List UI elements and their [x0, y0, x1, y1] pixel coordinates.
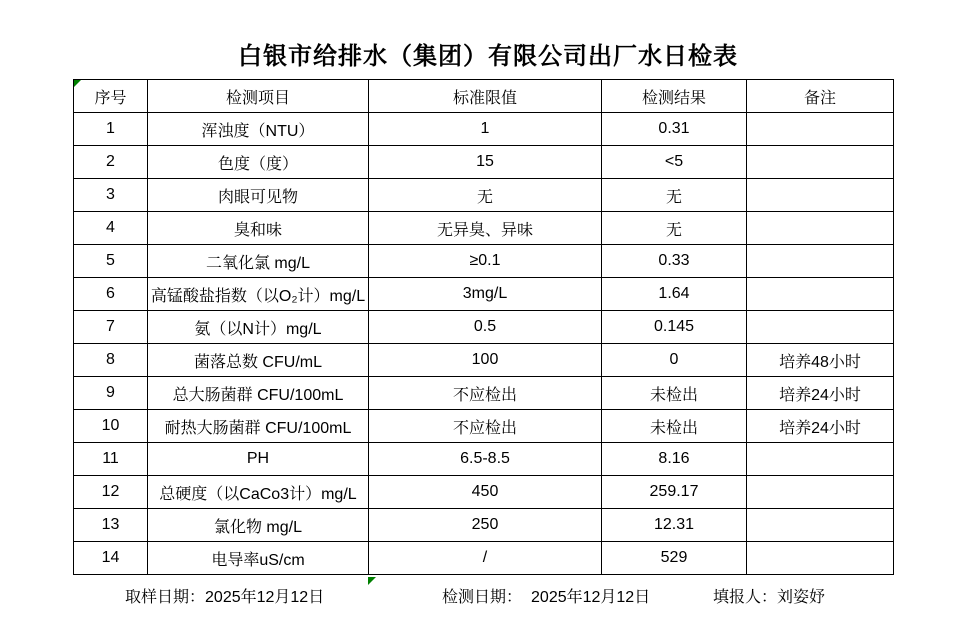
cell-result: <5 — [602, 146, 747, 179]
cell-no: 9 — [74, 377, 148, 410]
cell-result: 0.145 — [602, 311, 747, 344]
testing-date — [442, 584, 650, 607]
column-header: 检测项目 — [148, 80, 369, 113]
table-row — [74, 113, 894, 146]
table-row — [74, 179, 894, 212]
cell-no: 1 — [74, 113, 148, 146]
cell-item: 氨（以N计）mg/L — [148, 311, 369, 344]
table-row — [74, 377, 894, 410]
cell-result: 无 — [602, 212, 747, 245]
cell-remark — [747, 245, 894, 278]
testing-date-value: 2025年12月12日 — [531, 589, 651, 606]
cell-no: 11 — [74, 443, 148, 476]
table-row — [74, 245, 894, 278]
cell-result: 12.31 — [602, 509, 747, 542]
cell-limit: 250 — [369, 509, 602, 542]
table-row — [74, 146, 894, 179]
footer — [0, 584, 976, 604]
cell-limit: 不应检出 — [369, 410, 602, 443]
cell-remark — [747, 113, 894, 146]
cell-no: 4 — [74, 212, 148, 245]
cell-remark — [747, 542, 894, 575]
cell-item: 总硬度（以CaCo3计）mg/L — [148, 476, 369, 509]
sampling-date-value: 2025年12月12日 — [205, 589, 325, 606]
table-row — [74, 410, 894, 443]
cell-item: 总大肠菌群 CFU/100mL — [148, 377, 369, 410]
table-row — [74, 344, 894, 377]
cell-remark — [747, 311, 894, 344]
cell-limit: 450 — [369, 476, 602, 509]
cell-item: 浑浊度（NTU） — [148, 113, 369, 146]
cell-remark — [747, 146, 894, 179]
reporter-label: 填报人： — [713, 589, 778, 606]
cell-no: 12 — [74, 476, 148, 509]
cell-item: 肉眼可见物 — [148, 179, 369, 212]
header-row — [74, 80, 894, 113]
cell-item: 耐热大肠菌群 CFU/100mL — [148, 410, 369, 443]
cell-remark — [747, 509, 894, 542]
column-header: 序号 — [74, 80, 148, 113]
testing-date-label: 检测日期： — [442, 589, 523, 606]
cell-limit: ≥0.1 — [369, 245, 602, 278]
cell-limit: 无异臭、异味 — [369, 212, 602, 245]
table-row — [74, 542, 894, 575]
cell-limit: / — [369, 542, 602, 575]
table-row — [74, 476, 894, 509]
cell-remark — [747, 443, 894, 476]
cell-no: 13 — [74, 509, 148, 542]
table-row — [74, 278, 894, 311]
cell-result: 0 — [602, 344, 747, 377]
cell-remark — [747, 476, 894, 509]
cell-result: 未检出 — [602, 410, 747, 443]
column-header: 标准限值 — [369, 80, 602, 113]
cell-remark — [747, 212, 894, 245]
table-row — [74, 212, 894, 245]
table-row — [74, 311, 894, 344]
cell-no: 5 — [74, 245, 148, 278]
cell-item: PH — [148, 443, 369, 476]
cell-result: 无 — [602, 179, 747, 212]
cell-no: 8 — [74, 344, 148, 377]
cell-result: 259.17 — [602, 476, 747, 509]
column-header: 检测结果 — [602, 80, 747, 113]
cell-item: 色度（度） — [148, 146, 369, 179]
table-row — [74, 509, 894, 542]
cell-result: 未检出 — [602, 377, 747, 410]
cell-limit: 1 — [369, 113, 602, 146]
cell-limit: 100 — [369, 344, 602, 377]
cell-no: 14 — [74, 542, 148, 575]
cell-no: 2 — [74, 146, 148, 179]
reporter-value: 刘姿妤 — [777, 589, 826, 606]
cell-result: 0.31 — [602, 113, 747, 146]
table-row — [74, 443, 894, 476]
cell-item: 二氧化氯 mg/L — [148, 245, 369, 278]
cell-result: 1.64 — [602, 278, 747, 311]
cell-limit: 不应检出 — [369, 377, 602, 410]
cell-no: 7 — [74, 311, 148, 344]
excel-green-triangle-icon — [74, 80, 81, 87]
cell-item: 电导率uS/cm — [148, 542, 369, 575]
cell-remark: 培养24小时 — [747, 377, 894, 410]
cell-remark — [747, 278, 894, 311]
cell-limit: 3mg/L — [369, 278, 602, 311]
cell-limit: 0.5 — [369, 311, 602, 344]
cell-no: 10 — [74, 410, 148, 443]
cell-no: 3 — [74, 179, 148, 212]
cell-result: 529 — [602, 542, 747, 575]
cell-remark: 培养48小时 — [747, 344, 894, 377]
cell-limit: 6.5-8.5 — [369, 443, 602, 476]
inspection-table — [73, 79, 894, 575]
reporter — [713, 584, 825, 607]
cell-no: 6 — [74, 278, 148, 311]
cell-item: 臭和味 — [148, 212, 369, 245]
cell-result: 0.33 — [602, 245, 747, 278]
cell-remark: 培养24小时 — [747, 410, 894, 443]
cell-item: 氯化物 mg/L — [148, 509, 369, 542]
cell-result: 8.16 — [602, 443, 747, 476]
cell-limit: 15 — [369, 146, 602, 179]
page-title: 白银市给排水（集团）有限公司出厂水日检表 — [238, 44, 738, 70]
cell-item: 高锰酸盐指数（以O₂计）mg/L — [148, 278, 369, 311]
sampling-date — [125, 584, 324, 607]
cell-item: 菌落总数 CFU/mL — [148, 344, 369, 377]
column-header: 备注 — [747, 80, 894, 113]
sampling-date-label: 取样日期： — [125, 589, 206, 606]
cell-limit: 无 — [369, 179, 602, 212]
cell-remark — [747, 179, 894, 212]
